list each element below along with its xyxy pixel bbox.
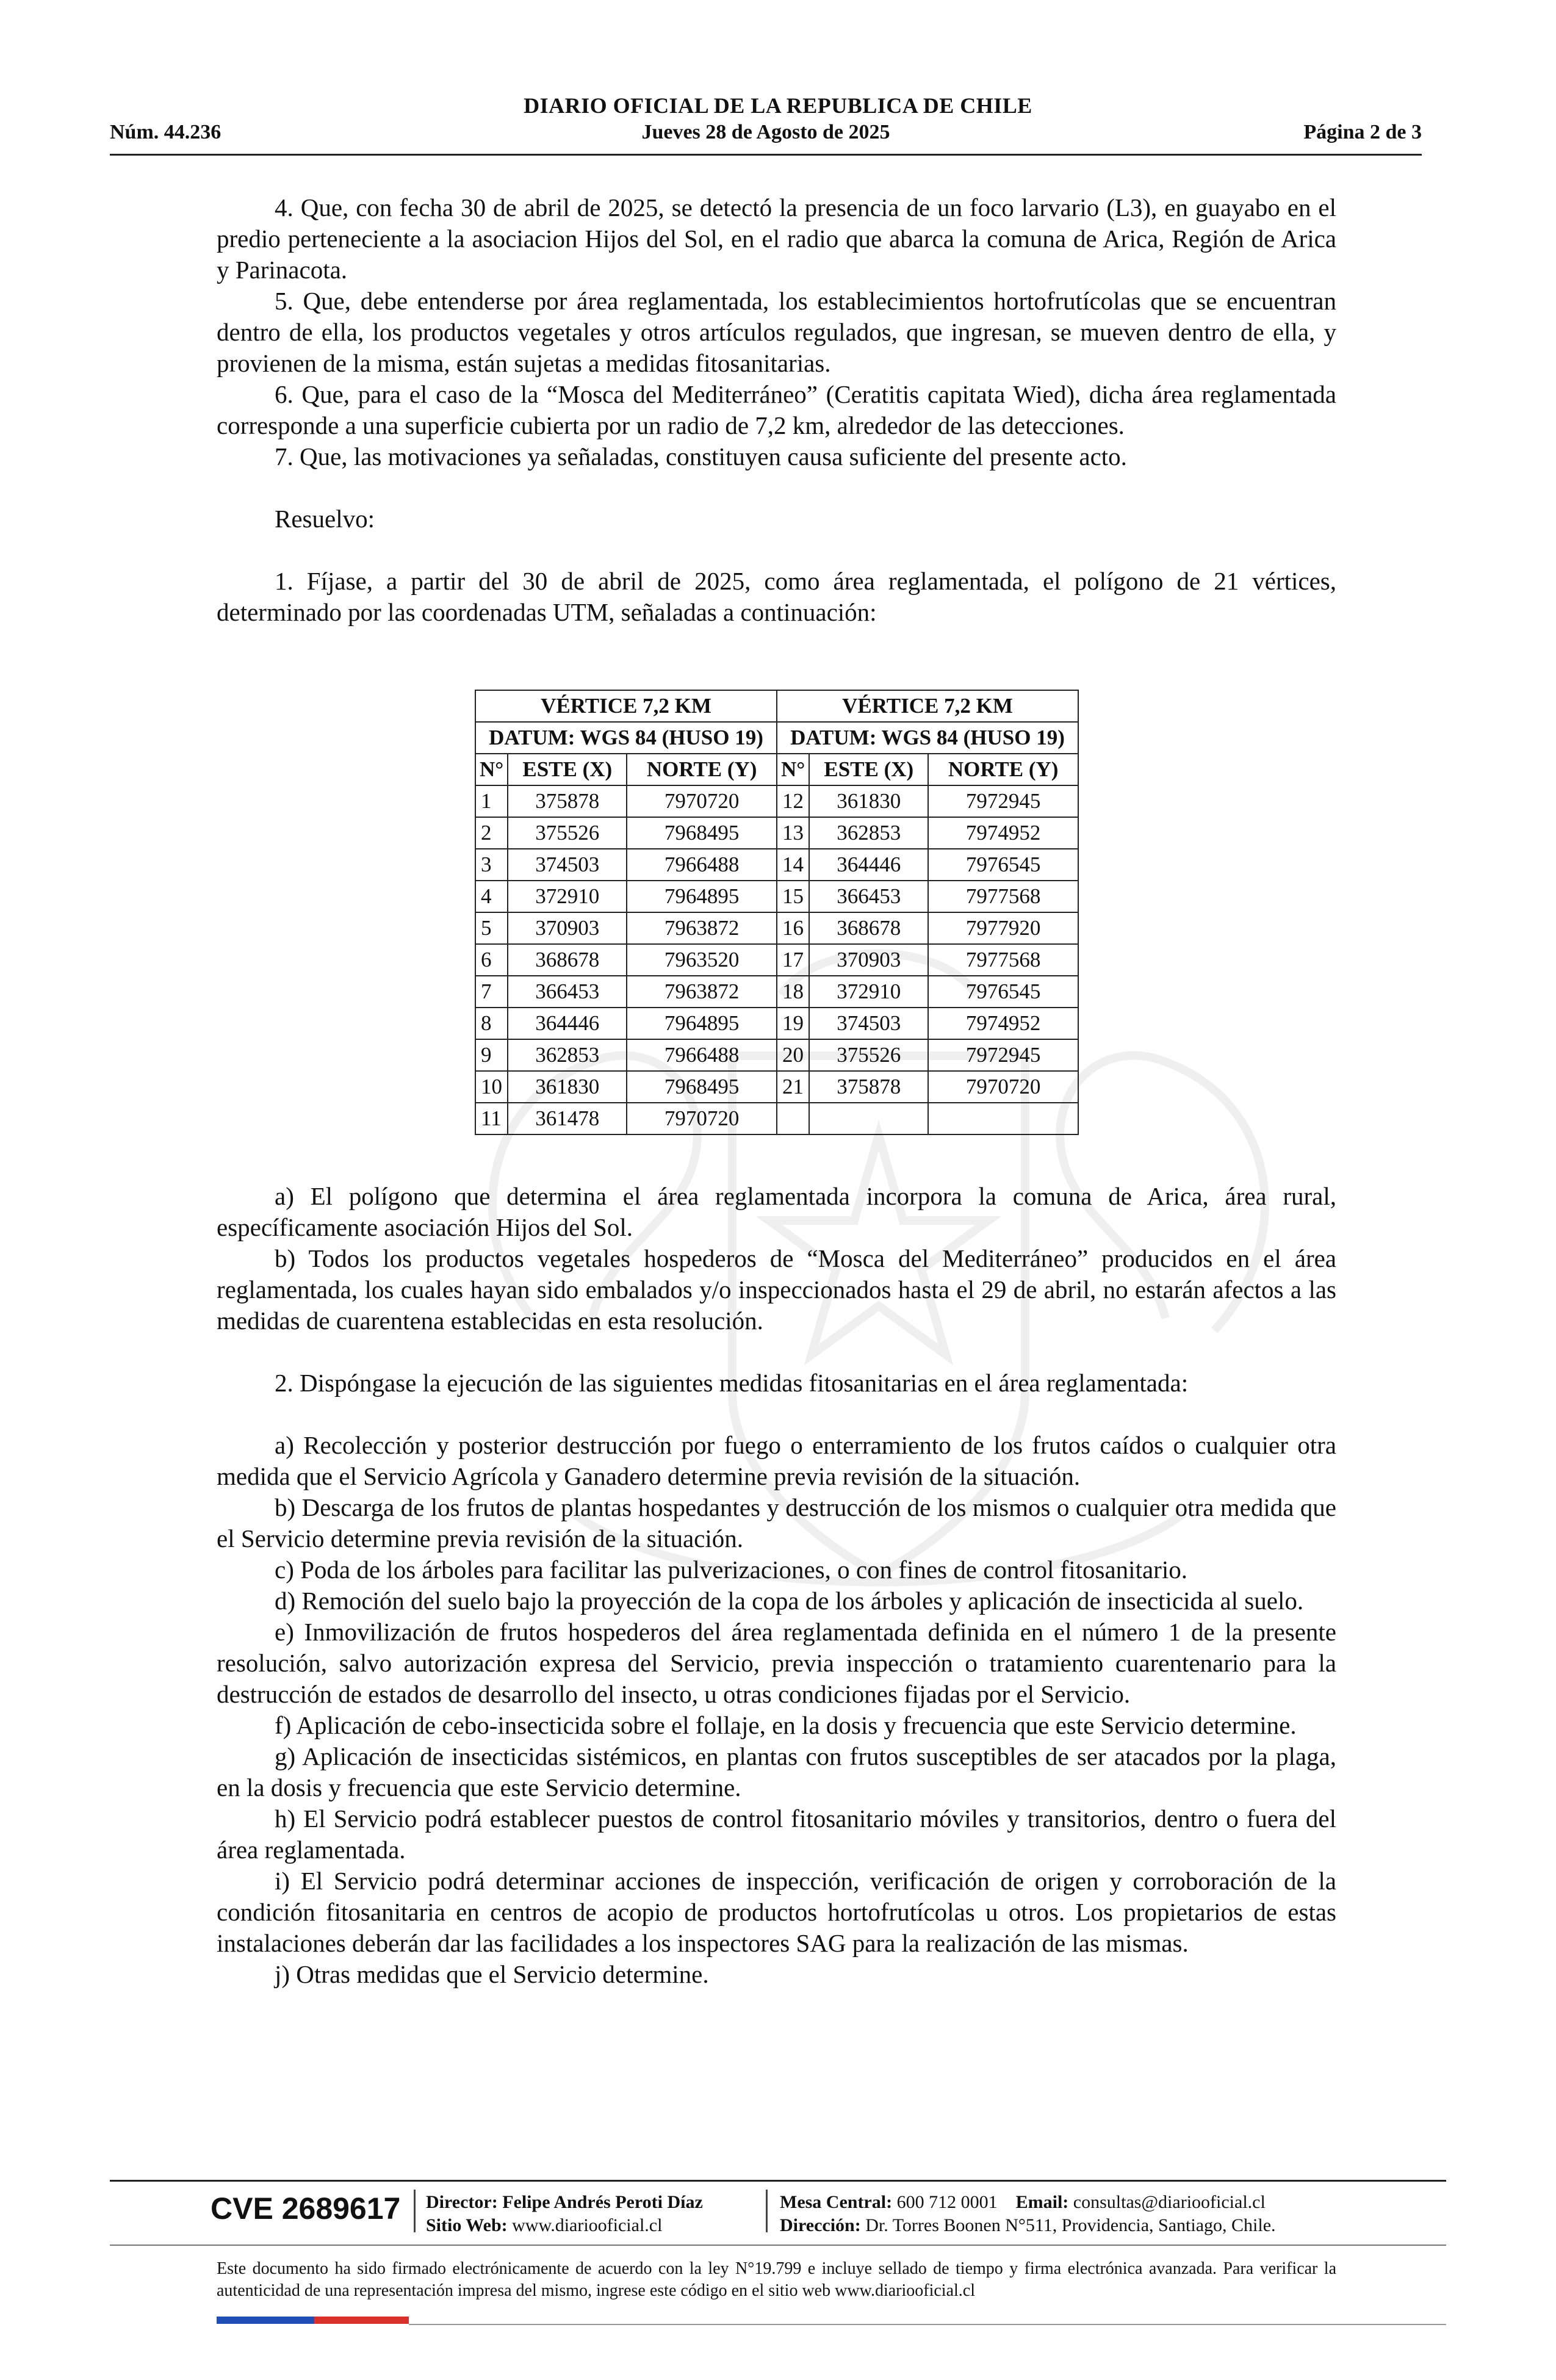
mesa-label: Mesa Central: xyxy=(780,2192,893,2212)
este-value: 364446 xyxy=(809,849,928,881)
norte-value: 7966488 xyxy=(627,1039,777,1071)
vertex-number: 10 xyxy=(475,1071,508,1103)
col-header-n: N° xyxy=(475,754,508,785)
table-row xyxy=(475,912,1078,944)
table-row xyxy=(475,785,1078,817)
col-header-este: ESTE (X) xyxy=(508,754,627,785)
footer-contact-block xyxy=(780,2191,1276,2237)
este-value: 368678 xyxy=(508,944,627,976)
vertex-number: 20 xyxy=(777,1039,809,1071)
vertex-number: 17 xyxy=(777,944,809,976)
col-header-norte: NORTE (Y) xyxy=(627,754,777,785)
footer-separator xyxy=(766,2190,768,2232)
table-row xyxy=(475,1008,1078,1039)
este-value: 370903 xyxy=(809,944,928,976)
table-group-title-right: VÉRTICE 7,2 KM xyxy=(777,690,1078,722)
point-1: 1. Fíjase, a partir del 30 de abril de 2025, como área reglamentada, el polígono de 21 vértices, determinado por las coordenadas UTM, señaladas a continuación: xyxy=(217,567,1336,626)
vertex-number: 7 xyxy=(475,976,508,1008)
resuelvo-heading: Resuelvo: xyxy=(275,505,375,533)
este-value: 364446 xyxy=(508,1008,627,1039)
measure-e: e) Inmovilización de frutos hospederos del área reglamentada definida en el número 1 de la presente resolución, salvo autorización expresa del Servicio, previa inspección o tratamiento cuarentenario para la destrucción de estados de desarrollo del insecto, u otras condiciones fijadas por el Servicio. xyxy=(217,1618,1336,1708)
col-header-norte: NORTE (Y) xyxy=(928,754,1078,785)
measure-f: f) Aplicación de cebo-insecticida sobre el follaje, en la dosis y frecuencia que este Servicio determine. xyxy=(275,1711,1297,1739)
este-value: 362853 xyxy=(809,817,928,849)
vertex-number: 18 xyxy=(777,976,809,1008)
utm-vertex-table xyxy=(475,690,1079,1135)
mesa-value: 600 712 0001 xyxy=(896,2192,998,2212)
email-link[interactable]: consultas@diariooficial.cl xyxy=(1073,2192,1266,2212)
resolution-measures-block xyxy=(217,1181,1336,1990)
web-link[interactable]: www.diariooficial.cl xyxy=(512,2215,663,2235)
norte-value: 7968495 xyxy=(627,817,777,849)
vertex-number: 19 xyxy=(777,1008,809,1039)
este-value: 361478 xyxy=(508,1103,627,1134)
norte-value: 7974952 xyxy=(928,817,1078,849)
footer-divider-bottom xyxy=(409,2324,1446,2325)
footer-separator xyxy=(414,2190,416,2232)
este-value: 375878 xyxy=(508,785,627,817)
director-label: Director: xyxy=(426,2192,498,2212)
email-label: Email: xyxy=(1015,2192,1069,2212)
col-header-n: N° xyxy=(777,754,809,785)
norte-value: 7977568 xyxy=(928,881,1078,912)
table-row xyxy=(475,1071,1078,1103)
footer-divider-mid xyxy=(110,2245,1446,2246)
vertex-number: 16 xyxy=(777,912,809,944)
page-indicator: Página 2 de 3 xyxy=(1303,121,1422,143)
vertex-number: 6 xyxy=(475,944,508,976)
norte-value: 7972945 xyxy=(928,1039,1078,1071)
cve-code: CVE 2689617 xyxy=(211,2191,401,2226)
vertex-number: 5 xyxy=(475,912,508,944)
este-value: 366453 xyxy=(809,881,928,912)
norte-value: 7970720 xyxy=(627,1103,777,1134)
table-datum-left: DATUM: WGS 84 (HUSO 19) xyxy=(475,722,777,754)
vertex-number: 8 xyxy=(475,1008,508,1039)
table-row xyxy=(475,881,1078,912)
vertex-number: 3 xyxy=(475,849,508,881)
este-value: 372910 xyxy=(809,976,928,1008)
address-label: Dirección: xyxy=(780,2215,861,2235)
measure-j: j) Otras medidas que el Servicio determine. xyxy=(275,1960,709,1988)
table-row xyxy=(475,976,1078,1008)
vertex-number: 1 xyxy=(475,785,508,817)
paragraph-6: 6. Que, para el caso de la “Mosca del Mediterráneo” (Ceratitis capitata Wied), dicha área reglamentada corresponde a una superficie cubierta por un radio de 7,2 km, alrededor de las detecciones. xyxy=(217,380,1336,439)
vertex-number xyxy=(777,1103,809,1134)
table-row xyxy=(475,1103,1078,1134)
este-value: 372910 xyxy=(508,881,627,912)
issue-number: Núm. 44.236 xyxy=(110,121,222,143)
point-2: 2. Dispóngase la ejecución de las siguientes medidas fitosanitarias en el área reglamentada: xyxy=(275,1369,1189,1397)
este-value: 361830 xyxy=(508,1071,627,1103)
norte-value: 7970720 xyxy=(627,785,777,817)
measure-b: b) Descarga de los frutos de plantas hospedantes y destrucción de los mismos o cualquier otra medida que el Servicio determine previa revisión de la situación. xyxy=(217,1493,1336,1552)
table-row xyxy=(475,944,1078,976)
measure-a: a) Recolección y posterior destrucción por fuego o enterramiento de los frutos caídos o cualquier otra medida que el Servicio Agrícola y Ganadero determine previa revisión de la situación. xyxy=(217,1431,1336,1490)
paragraph-7: 7. Que, las motivaciones ya señaladas, constituyen causa suficiente del presente acto. xyxy=(275,442,1127,471)
este-value xyxy=(809,1103,928,1134)
measure-g: g) Aplicación de insecticidas sistémicos, en plantas con frutos susceptibles de ser atacados por la plaga, en la dosis y frecuencia que este Servicio determine. xyxy=(217,1742,1336,1801)
footer-divider-top xyxy=(110,2180,1446,2182)
measure-d: d) Remoción del suelo bajo la proyección de la copa de los árboles y aplicación de insecticida al suelo. xyxy=(275,1587,1304,1615)
norte-value: 7970720 xyxy=(928,1071,1078,1103)
norte-value: 7974952 xyxy=(928,1008,1078,1039)
este-value: 375526 xyxy=(508,817,627,849)
considerations-block xyxy=(217,192,1336,628)
director-name: Felipe Andrés Peroti Díaz xyxy=(502,2192,703,2212)
flag-blue-segment xyxy=(217,2317,314,2324)
este-value: 362853 xyxy=(508,1039,627,1071)
norte-value: 7964895 xyxy=(627,1008,777,1039)
norte-value: 7963872 xyxy=(627,976,777,1008)
web-label: Sitio Web: xyxy=(426,2215,508,2235)
paragraph-b: b) Todos los productos vegetales hospederos de “Mosca del Mediterráneo” producidos en el área reglamentada, los cuales hayan sido embalados y/o inspeccionados hasta el 29 de abril, no estarán afectos a las medidas de cuarentena establecidas en esta resolución. xyxy=(217,1244,1336,1335)
vertex-number: 15 xyxy=(777,881,809,912)
vertex-number: 4 xyxy=(475,881,508,912)
este-value: 374503 xyxy=(508,849,627,881)
norte-value: 7963872 xyxy=(627,912,777,944)
este-value: 368678 xyxy=(809,912,928,944)
norte-value: 7977920 xyxy=(928,912,1078,944)
vertex-number: 2 xyxy=(475,817,508,849)
table-row xyxy=(475,1039,1078,1071)
measure-c: c) Poda de los árboles para facilitar las pulverizaciones, o con fines de control fitosanitario. xyxy=(275,1556,1187,1584)
legal-notice: Este documento ha sido firmado electrónicamente de acuerdo con la ley N°19.799 e incluye sellado de tiempo y firma electrónica avanzada. Para verificar la autenticidad de una representación impresa del mismo, ingrese este código en el sitio web www.diariooficial.cl xyxy=(217,2259,1336,2300)
address-value: Dr. Torres Boonen N°511, Providencia, Santiago, Chile. xyxy=(865,2215,1276,2235)
norte-value: 7977568 xyxy=(928,944,1078,976)
norte-value: 7968495 xyxy=(627,1071,777,1103)
newspaper-title: DIARIO OFICIAL DE LA REPUBLICA DE CHILE xyxy=(524,93,1032,118)
header-divider xyxy=(110,154,1422,156)
paragraph-a: a) El polígono que determina el área reglamentada incorpora la comuna de Arica, área rural, específicamente asociación Hijos del Sol. xyxy=(217,1182,1336,1241)
vertex-number: 9 xyxy=(475,1039,508,1071)
table-row xyxy=(475,849,1078,881)
vertex-number: 21 xyxy=(777,1071,809,1103)
vertex-number: 12 xyxy=(777,785,809,817)
este-value: 361830 xyxy=(809,785,928,817)
norte-value xyxy=(928,1103,1078,1134)
este-value: 366453 xyxy=(508,976,627,1008)
measure-h: h) El Servicio podrá establecer puestos de control fitosanitario móviles y transitorios, dentro o fuera del área reglamentada. xyxy=(217,1805,1336,1864)
flag-red-segment xyxy=(314,2317,409,2324)
col-header-este: ESTE (X) xyxy=(809,754,928,785)
table-datum-right: DATUM: WGS 84 (HUSO 19) xyxy=(777,722,1078,754)
este-value: 370903 xyxy=(508,912,627,944)
norte-value: 7963520 xyxy=(627,944,777,976)
measure-i: i) El Servicio podrá determinar acciones de inspección, verificación de origen y corroboración de la condición fitosanitaria en centros de acopio de productos hortofrutícolas u otros. Los propietarios de estas instalaciones deberán dar las facilidades a los inspectores SAG para la realización de las mismas. xyxy=(217,1867,1336,1957)
paragraph-4: 4. Que, con fecha 30 de abril de 2025, se detectó la presencia de un foco larvario (L3), en guayabo en el predio perteneciente a la asociacion Hijos del Sol, en el radio que abarca la comuna de Arica, Región de Arica y Parinacota. xyxy=(217,193,1336,284)
este-value: 375878 xyxy=(809,1071,928,1103)
norte-value: 7972945 xyxy=(928,785,1078,817)
norte-value: 7964895 xyxy=(627,881,777,912)
vertex-number: 14 xyxy=(777,849,809,881)
table-group-title-left: VÉRTICE 7,2 KM xyxy=(475,690,777,722)
norte-value: 7976545 xyxy=(928,849,1078,881)
vertex-number: 13 xyxy=(777,817,809,849)
paragraph-5: 5. Que, debe entenderse por área reglamentada, los establecimientos hortofrutícolas que se encuentran dentro de ella, los productos vegetales y otros artículos regulados, que ingresan, se mueven dentro de ella, y provienen de la misma, están sujetas a medidas fitosanitarias. xyxy=(217,287,1336,377)
norte-value: 7966488 xyxy=(627,849,777,881)
issue-date: Jueves 28 de Agosto de 2025 xyxy=(641,121,890,143)
este-value: 374503 xyxy=(809,1008,928,1039)
vertex-number: 11 xyxy=(475,1103,508,1134)
norte-value: 7976545 xyxy=(928,976,1078,1008)
footer-director-block xyxy=(426,2191,703,2237)
table-row xyxy=(475,817,1078,849)
este-value: 375526 xyxy=(809,1039,928,1071)
header-row xyxy=(110,121,1422,150)
